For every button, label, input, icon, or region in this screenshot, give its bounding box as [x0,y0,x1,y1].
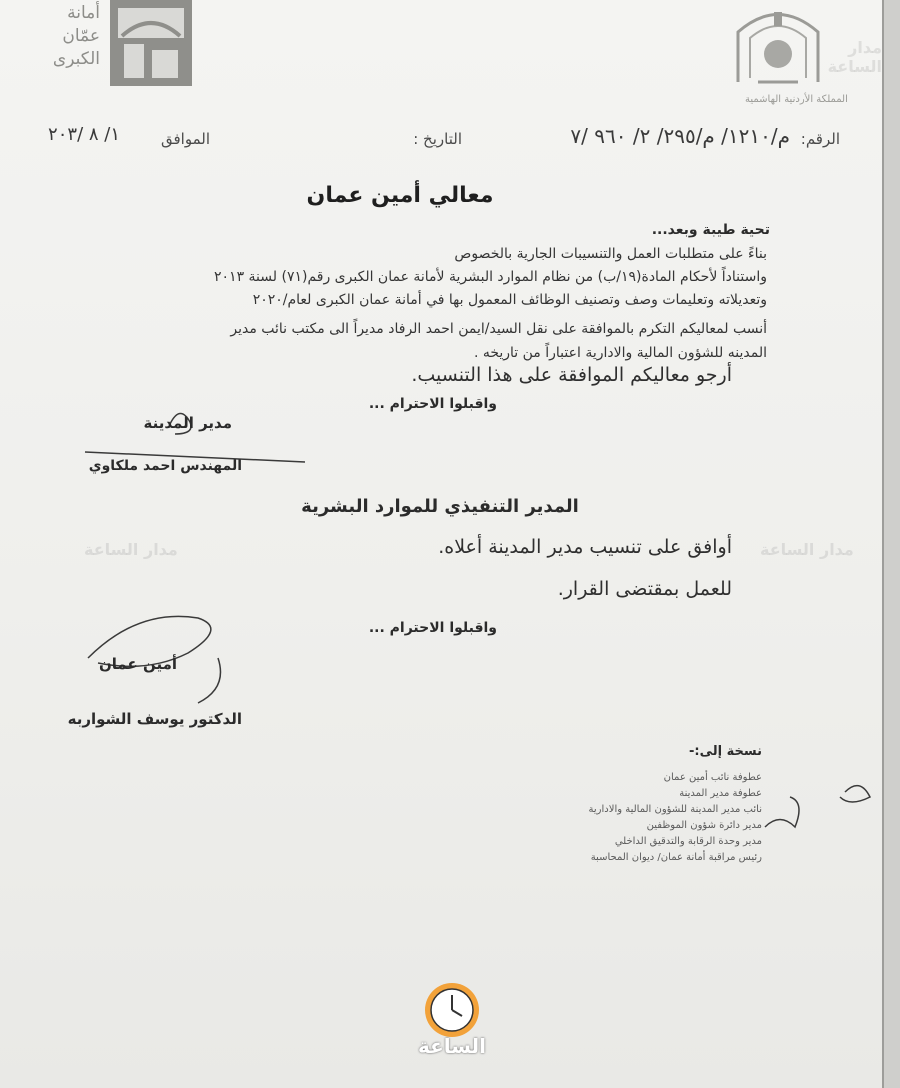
alsaa-logo [412,980,492,1060]
logo-text-line-3: الكبرى [52,49,100,69]
amman-logo-emblem-icon [108,0,194,88]
copies-title: نسخة إلى:- [689,744,762,759]
handwritten-approval: أوافق على تنسيب مدير المدينة أعلاه. [438,536,732,558]
letter-title: معالي أمين عمان [306,183,494,208]
letter-line-5: المدينه للشؤون المالية والادارية اعتباراً من تاريخه . [473,345,767,361]
date-label: التاريخ : [413,130,462,148]
letter-line-1: بناءً على متطلبات العمل والتنسيبات الجارية بالخصوص [454,246,767,262]
letter-closing: واقبلوا الاحترام ... [368,396,497,412]
agree-date-value: ١/ ٨ /٢٠٣ [48,124,120,145]
page-edge [882,0,900,1088]
copy-item: مدير وحدة الرقابة والتدقيق الداخلي [614,836,762,847]
letter-line-2: واستناداً لأحكام المادة(١٩/ب) من نظام الموارد البشرية لأمانة عمان الكبرى رقم(٧١) لسنة ٢٠١٣ [214,269,767,285]
signer-role-city-manager: مدير المدينة [143,414,232,432]
watermark-left: مدار الساعة [84,540,178,559]
copy-item: رئيس مراقبة أمانة عمان/ ديوان المحاسبة [590,852,762,863]
reference-row [20,124,840,154]
copy-item: مدير دائرة شؤون الموظفين [646,820,762,831]
agree-date-label: الموافق [160,130,210,148]
logo-text-line-2: عمّان [62,26,100,46]
copy-item: عطوفة نائب أمين عمان [663,772,762,783]
letter-greeting: تحية طيبة وبعد... [651,222,770,238]
reference-number-label: الرقم: [800,130,840,148]
alsaa-logo-text: الساعة [417,1034,487,1058]
watermark-top: مدار الساعة [827,38,882,76]
section2-closing: واقبلوا الاحترام ... [368,620,497,636]
copy-item: عطوفة مدير المدينة [679,788,762,799]
hr-director-title: المدير التنفيذي للموارد البشرية [301,496,579,517]
signer-role-mayor: أمين عمان [98,655,177,673]
signer-name-city-manager: المهندس احمد ملكاوي [88,458,242,474]
amman-municipality-logo [30,0,195,92]
reference-number-value: م/١٢١٠/ م/٢٩٥/ ٢/ ٩٦٠ /٧ [570,124,790,148]
handwritten-request: أرجو معاليكم الموافقة على هذا التنسيب. [411,364,732,386]
letter-line-4: أنسب لمعاليكم التكرم بالموافقة على نقل السيد/ايمن احمد الرفاد مديراً الى مكتب نائب مدير [230,321,767,337]
letter-line-3: وتعديلاته وتعليمات وصف وتصنيف الوظائف المعمول بها في أمانة عمان الكبرى لعام/٢٠٢٠ [252,292,767,308]
signer-name-mayor: الدكتور يوسف الشواربه [67,710,242,728]
copies-list [589,770,762,866]
watermark-right: مدار الساعة [760,540,854,559]
handwritten-action: للعمل بمقتضى القرار. [557,578,732,600]
ministry-tag: المملكة الأردنية الهاشمية [745,94,848,105]
logo-text-line-1: أمانة [67,3,100,23]
clock-icon [412,980,492,1040]
copy-item: نائب مدير المدينة للشؤون المالية والادارية [588,804,762,815]
initials-scribble [760,772,880,842]
